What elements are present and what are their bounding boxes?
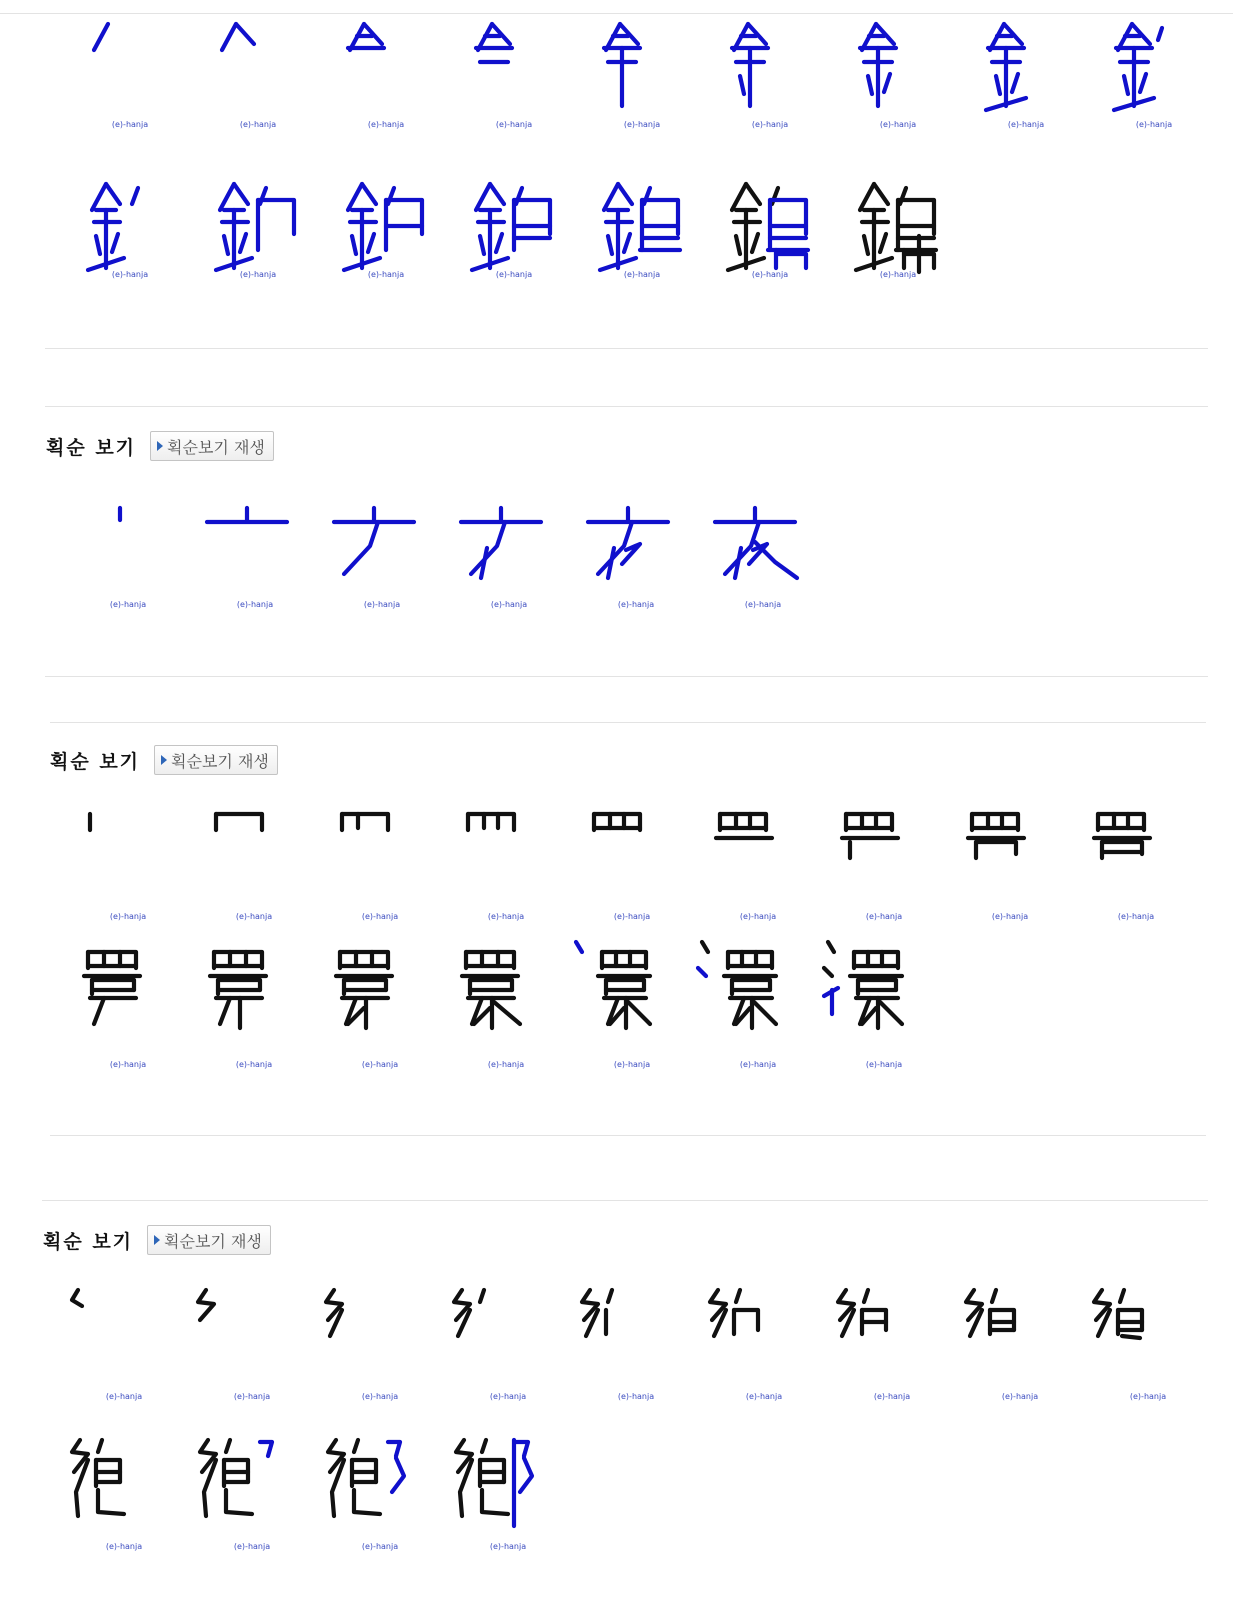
stroke-frame <box>66 164 194 288</box>
stroke-frame <box>316 792 444 921</box>
character-stroke-drawing <box>1084 1280 1212 1404</box>
hanja-credit: (e)-hanja <box>623 120 661 129</box>
hanja-credit: (e)-hanja <box>487 1060 525 1069</box>
stroke <box>112 234 118 252</box>
stroke <box>1012 74 1018 92</box>
stroke <box>354 1440 358 1452</box>
character-stroke-drawing <box>568 792 696 916</box>
stroke-frame <box>834 164 962 288</box>
hanja-credit: (e)-hanja <box>489 1542 527 1551</box>
stroke <box>98 1490 124 1514</box>
stroke-frame <box>318 490 446 614</box>
stroke <box>480 236 484 254</box>
section-divider <box>50 722 1206 723</box>
hanja-credit: (e)-hanja <box>617 600 655 609</box>
stroke-frame <box>962 14 1090 138</box>
stroke-frame <box>700 1280 828 1404</box>
stroke <box>828 942 834 952</box>
stroke <box>740 76 744 94</box>
character-stroke-drawing <box>60 1430 188 1554</box>
stroke <box>72 1290 82 1306</box>
hanja-credit: (e)-hanja <box>105 1542 143 1551</box>
stroke-frame <box>316 940 444 1069</box>
stroke <box>481 548 487 578</box>
hanja-credit: (e)-hanja <box>109 600 147 609</box>
hanja-credit: (e)-hanja <box>105 1392 143 1401</box>
hanja-credit: (e)-hanja <box>1135 120 1173 129</box>
hanja-credit: (e)-hanja <box>879 120 917 129</box>
stroke <box>1124 76 1128 94</box>
section-divider <box>45 406 1208 407</box>
hanja-credit: (e)-hanja <box>235 912 273 921</box>
character-stroke-drawing <box>64 940 192 1064</box>
play-button-label: 획순보기 재생 <box>171 751 269 771</box>
stroke <box>732 184 746 210</box>
stroke <box>618 184 632 204</box>
stroke <box>628 1002 650 1024</box>
hanja-credit: (e)-hanja <box>361 1542 399 1551</box>
hanja-credit: (e)-hanja <box>1117 912 1155 921</box>
stroke <box>258 200 294 234</box>
stroke <box>96 236 100 254</box>
hanja-credit: (e)-hanja <box>363 600 401 609</box>
play-stroke-order-button[interactable] <box>150 431 274 461</box>
stroke <box>884 74 890 92</box>
character-stroke-drawing <box>568 940 696 1064</box>
stroke <box>236 24 254 44</box>
stroke-order-header-3 <box>50 745 278 775</box>
hanja-credit: (e)-hanja <box>233 1542 271 1551</box>
stroke <box>386 200 422 234</box>
hanja-credit: (e)-hanja <box>109 912 147 921</box>
hanja-credit: (e)-hanja <box>623 270 661 279</box>
stroke <box>496 234 502 252</box>
stroke <box>234 184 248 204</box>
stroke <box>514 200 550 234</box>
stroke <box>976 842 1016 854</box>
stroke <box>476 184 490 210</box>
stroke <box>752 234 758 252</box>
character-stroke-drawing <box>444 1430 572 1554</box>
stroke <box>352 236 356 254</box>
stroke-frame <box>694 940 822 1069</box>
character-stroke-drawing <box>700 1280 828 1404</box>
stroke <box>494 1002 520 1024</box>
stroke <box>516 1442 528 1456</box>
hanja-credit: (e)-hanja <box>879 270 917 279</box>
stroke-order-label: 획순 보기 <box>43 1230 134 1253</box>
hanja-credit: (e)-hanja <box>489 1392 527 1401</box>
section-divider <box>45 676 1208 677</box>
stroke <box>226 1440 230 1452</box>
stroke <box>860 184 874 210</box>
character-stroke-drawing <box>64 490 192 614</box>
stroke-frame <box>1072 792 1200 921</box>
character-stroke-drawing <box>318 490 446 614</box>
stroke-frame <box>64 490 192 614</box>
stroke-frame <box>322 14 450 138</box>
stroke-frame <box>820 792 948 921</box>
hanja-credit: (e)-hanja <box>1129 1392 1167 1401</box>
stroke-frame <box>444 1430 572 1554</box>
stroke <box>482 1440 486 1452</box>
stroke-frame <box>445 490 573 614</box>
hanja-credit: (e)-hanja <box>361 1060 399 1069</box>
character-stroke-drawing <box>828 1280 956 1404</box>
character-stroke-drawing <box>190 792 318 916</box>
hanja-credit: (e)-hanja <box>233 1392 271 1401</box>
stroke-frame <box>194 14 322 138</box>
section-divider <box>50 1135 1206 1136</box>
character-stroke-drawing <box>444 1280 572 1404</box>
hanja-credit: (e)-hanja <box>751 120 789 129</box>
stroke-frame <box>699 490 827 614</box>
character-stroke-drawing <box>820 792 948 916</box>
hanja-credit: (e)-hanja <box>865 1060 903 1069</box>
stroke-frame <box>572 490 700 614</box>
stroke-frame <box>828 1280 956 1404</box>
play-button-label: 획순보기 재생 <box>164 1231 262 1251</box>
stroke <box>480 1290 484 1302</box>
stroke <box>482 1490 508 1514</box>
stroke-frame <box>66 14 194 138</box>
stroke-frame <box>820 940 948 1069</box>
hanja-credit: (e)-hanja <box>617 1392 655 1401</box>
character-stroke-drawing <box>316 1280 444 1404</box>
character-stroke-drawing <box>694 940 822 1064</box>
character-stroke-drawing <box>60 1280 188 1404</box>
stroke <box>342 814 388 830</box>
character-stroke-drawing <box>188 1280 316 1404</box>
stroke <box>864 236 868 254</box>
hanja-credit: (e)-hanja <box>109 1060 147 1069</box>
stroke-frame <box>578 14 706 138</box>
hanja-credit: (e)-hanja <box>490 600 528 609</box>
stroke-frame <box>946 792 1074 921</box>
play-icon <box>157 441 163 451</box>
stroke <box>240 234 246 252</box>
stroke-frame <box>444 1280 572 1404</box>
stroke-frame <box>190 940 318 1069</box>
stroke <box>98 1440 102 1452</box>
play-icon <box>161 755 167 765</box>
hanja-credit: (e)-hanja <box>235 1060 273 1069</box>
stroke-frame <box>572 1280 700 1404</box>
stroke <box>362 184 376 204</box>
hanja-credit: (e)-hanja <box>873 1392 911 1401</box>
hanja-credit: (e)-hanja <box>487 912 525 921</box>
stroke <box>776 254 806 268</box>
hanja-credit: (e)-hanja <box>239 270 277 279</box>
stroke <box>608 548 614 578</box>
stroke-frame <box>568 940 696 1069</box>
character-stroke-drawing <box>64 792 192 916</box>
stroke-frame <box>188 1430 316 1554</box>
stroke-frame <box>60 1430 188 1554</box>
stroke <box>106 184 120 204</box>
stroke-frame <box>442 792 570 921</box>
stroke-frame <box>194 164 322 288</box>
stroke <box>746 184 760 204</box>
hanja-credit: (e)-hanja <box>739 912 777 921</box>
stroke-frame <box>64 940 192 1069</box>
stroke <box>996 76 1000 94</box>
stroke <box>392 1458 404 1492</box>
stroke <box>736 1290 740 1302</box>
hanja-credit: (e)-hanja <box>991 912 1029 921</box>
stroke-frame <box>450 164 578 288</box>
stroke <box>368 234 374 252</box>
hanja-credit: (e)-hanja <box>1007 120 1045 129</box>
character-stroke-drawing <box>699 490 827 614</box>
stroke <box>608 236 612 254</box>
stroke-frame <box>450 14 578 138</box>
stroke <box>92 184 106 210</box>
play-button-label: 획순보기 재생 <box>167 437 265 457</box>
stroke <box>734 1310 758 1330</box>
hanja-credit: (e)-hanja <box>361 912 399 921</box>
stroke <box>348 184 362 210</box>
character-stroke-drawing <box>316 940 444 1064</box>
character-stroke-drawing <box>316 792 444 916</box>
stroke <box>490 184 504 204</box>
stroke-frame <box>956 1280 1084 1404</box>
hanja-credit: (e)-hanja <box>111 120 149 129</box>
stroke <box>698 968 706 976</box>
stroke <box>702 942 708 952</box>
stroke-order-label: 획순 보기 <box>46 436 137 459</box>
stroke <box>864 1290 868 1302</box>
stroke <box>736 236 740 254</box>
stroke-order-header-4 <box>43 1225 271 1255</box>
character-stroke-drawing <box>442 940 570 1064</box>
stroke <box>754 1002 776 1024</box>
stroke <box>344 522 378 574</box>
stroke <box>755 542 797 578</box>
stroke-frame <box>442 940 570 1069</box>
character-stroke-drawing <box>316 1430 444 1554</box>
stroke-frame <box>834 14 962 138</box>
stroke <box>132 188 138 204</box>
stroke <box>94 24 108 50</box>
stroke-frame <box>1084 1280 1212 1404</box>
stroke <box>608 1290 612 1302</box>
character-stroke-drawing <box>572 490 700 614</box>
stroke <box>880 1002 902 1024</box>
character-stroke-drawing <box>1072 792 1200 916</box>
play-icon <box>154 1235 160 1245</box>
stroke <box>642 200 678 234</box>
stroke-frame <box>60 1280 188 1404</box>
stroke-order-header-2 <box>46 431 274 461</box>
stroke <box>770 200 806 234</box>
stroke <box>260 1442 272 1456</box>
play-stroke-order-button[interactable] <box>147 1225 271 1255</box>
stroke-order-label: 획순 보기 <box>50 750 141 773</box>
character-stroke-drawing <box>442 792 570 916</box>
hanja-credit: (e)-hanja <box>613 1060 651 1069</box>
stroke <box>735 548 741 578</box>
hanja-credit: (e)-hanja <box>111 270 149 279</box>
stroke <box>468 814 514 830</box>
stroke-frame <box>322 164 450 288</box>
stroke <box>216 814 262 830</box>
character-stroke-drawing <box>572 1280 700 1404</box>
stroke-frame <box>188 1280 316 1404</box>
stroke <box>1140 74 1146 92</box>
stroke <box>576 942 582 952</box>
hanja-credit: (e)-hanja <box>239 120 277 129</box>
stroke-frame <box>64 792 192 921</box>
stroke <box>198 1290 214 1320</box>
stroke <box>624 234 630 252</box>
hanja-credit: (e)-hanja <box>744 600 782 609</box>
hanja-credit: (e)-hanja <box>495 120 533 129</box>
stroke <box>874 184 888 204</box>
stroke <box>880 234 886 252</box>
hanja-credit: (e)-hanja <box>745 1392 783 1401</box>
stroke-frame <box>316 1430 444 1554</box>
stroke <box>1122 1336 1140 1338</box>
hanja-credit: (e)-hanja <box>751 270 789 279</box>
stroke-frame <box>568 792 696 921</box>
character-stroke-drawing <box>694 792 822 916</box>
stroke-frame <box>316 1280 444 1404</box>
hanja-credit: (e)-hanja <box>495 270 533 279</box>
character-stroke-drawing <box>956 1280 1084 1404</box>
hanja-credit: (e)-hanja <box>236 600 274 609</box>
stroke <box>94 998 104 1024</box>
section-divider <box>42 1200 1208 1201</box>
hanja-credit: (e)-hanja <box>361 1392 399 1401</box>
character-stroke-drawing <box>445 490 573 614</box>
section-divider <box>45 348 1208 349</box>
hanja-credit: (e)-hanja <box>613 912 651 921</box>
hanja-credit: (e)-hanja <box>367 120 405 129</box>
character-stroke-drawing <box>191 490 319 614</box>
stroke <box>224 236 228 254</box>
character-stroke-drawing <box>820 940 948 1064</box>
stroke <box>992 1290 996 1302</box>
stroke-frame <box>706 164 834 288</box>
stroke <box>868 76 872 94</box>
hanja-credit: (e)-hanja <box>739 1060 777 1069</box>
stroke <box>388 1442 400 1456</box>
stroke-frame <box>190 792 318 921</box>
stroke <box>226 1490 252 1514</box>
stroke-frame <box>706 14 834 138</box>
character-stroke-drawing <box>946 792 1074 916</box>
stroke-frame <box>578 164 706 288</box>
stroke <box>220 998 230 1024</box>
stroke-frame <box>191 490 319 614</box>
stroke <box>220 184 234 210</box>
stroke <box>898 200 934 234</box>
stroke <box>354 1490 380 1514</box>
stroke <box>1120 1290 1124 1302</box>
stroke <box>604 184 618 210</box>
stroke <box>1158 28 1162 40</box>
hanja-credit: (e)-hanja <box>367 270 405 279</box>
stroke-frame <box>694 792 822 921</box>
stroke-frame <box>1090 14 1218 138</box>
stroke <box>520 1458 532 1492</box>
stroke <box>824 968 832 976</box>
stroke <box>222 24 236 50</box>
play-stroke-order-button[interactable] <box>154 745 278 775</box>
character-stroke-drawing <box>188 1430 316 1554</box>
hanja-credit: (e)-hanja <box>1001 1392 1039 1401</box>
hanja-credit: (e)-hanja <box>865 912 903 921</box>
character-stroke-drawing <box>190 940 318 1064</box>
